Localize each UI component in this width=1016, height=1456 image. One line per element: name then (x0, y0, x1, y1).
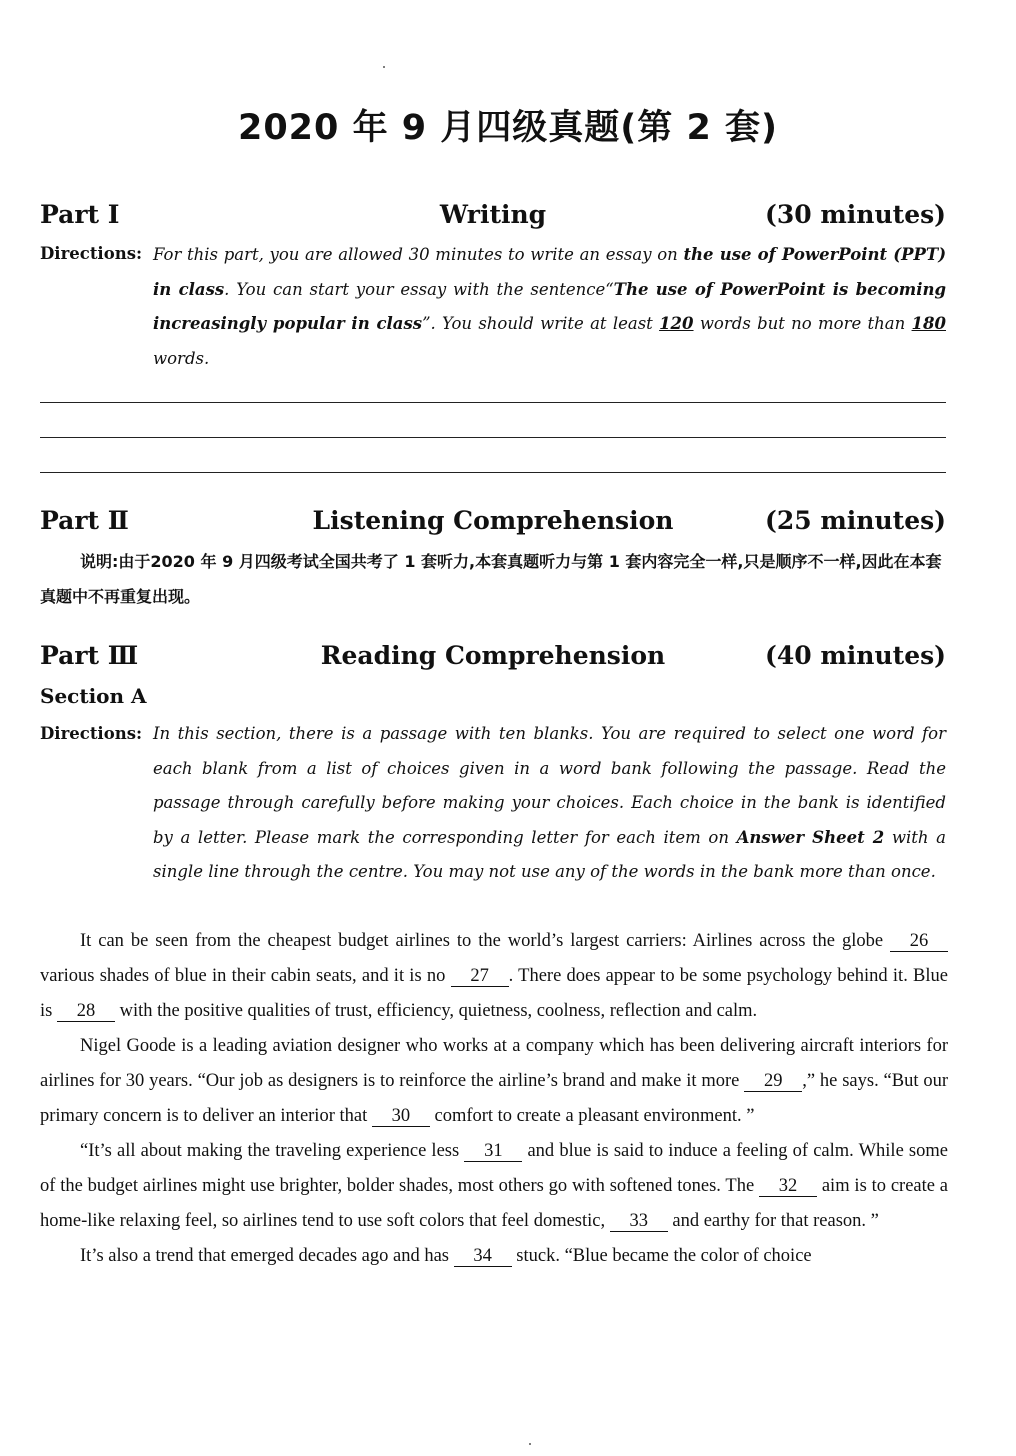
passage-text: It’s also a trend that emerged decades ago and has (80, 1246, 454, 1266)
answer-sheet-ref: Answer Sheet 2 (736, 827, 885, 847)
part2-note: 说明:由于2020 年 9 月四级考试全国共考了 1 套听力,本套真题听力与第 1 套内容完全一样,只是顺序不一样,因此在本套真题中不再重复出现。 (40, 552, 942, 606)
min-words: 120 (659, 314, 694, 333)
passage-text: with the positive qualities of trust, efficiency, quietness, coolness, reflection and calm. (114, 1001, 758, 1021)
writing-line (40, 472, 946, 473)
passage-text: and blue is said to induce a feeling of calm. While some of the budget airlines might use brighter, bolder shades, most others go with softened tones. The (40, 1141, 948, 1196)
part3-name: Reading Comprehension (320, 641, 666, 670)
part3-label: Part Ⅲ (40, 641, 139, 670)
part3-time: (40 minutes) (765, 641, 946, 670)
part3-directions-label: Directions: (40, 724, 143, 743)
essay-topic: the use of PowerPoint (PPT) in class (153, 245, 947, 299)
blank-34: 34 (454, 1246, 512, 1267)
part1-header (40, 200, 946, 236)
passage-text: aim is to create a home-like relaxing feel, so airlines tend to use soft colors that feel domestic, (40, 1176, 949, 1231)
part1-time: (30 minutes) (765, 200, 946, 229)
blank-33: 33 (610, 1211, 668, 1232)
passage-paragraph (40, 1134, 948, 1239)
part1-directions-label: Directions: (40, 244, 143, 263)
passage-text: Nigel Goode is a leading aviation designer who works at a company which has been delivering aircraft interiors for airlines for 30 years. “Our job as designers is to reinforce the airline’s brand and make it more (40, 1036, 948, 1091)
part1-name: Writing (439, 200, 547, 229)
passage-paragraph (40, 1029, 948, 1134)
passage-text: ,” he says. “But our primary concern is to deliver an interior that (40, 1071, 948, 1126)
opening-sentence: The use of PowerPoint is becoming increasingly popular in class (153, 279, 946, 333)
part2-label: Part Ⅱ (40, 506, 129, 535)
blank-28: 28 (57, 1001, 115, 1022)
directions-text: For this part, you are allowed 30 minutes to write an essay on (153, 245, 684, 264)
part3-header (40, 641, 946, 677)
directions-text: . You can start your essay with the sentence“ (224, 279, 614, 299)
passage-text: stuck. “Blue became the color of choice (511, 1246, 812, 1266)
max-words: 180 (911, 314, 946, 333)
directions-text: words but no more than (693, 314, 912, 333)
passage-text: and earthy for that reason. ” (667, 1211, 879, 1231)
page-title: 2020 年 9 月四级真题(第 2 套) (237, 108, 779, 148)
directions-text: words. (153, 348, 210, 368)
part2-time: (25 minutes) (765, 506, 946, 535)
passage-text: various shades of blue in their cabin seats, and it is no (40, 966, 451, 986)
writing-line (40, 437, 946, 438)
part2-header (40, 506, 946, 542)
passage-text: . There does appear to be some psychology behind it. Blue is (40, 966, 948, 1021)
part2-name: Listening Comprehension (312, 506, 674, 535)
passage-text: “It’s all about making the traveling experience less (80, 1141, 465, 1161)
scan-speck (383, 66, 385, 68)
part1-directions (153, 238, 946, 376)
part3-directions (153, 717, 946, 890)
writing-line (40, 402, 946, 403)
blank-29: 29 (744, 1071, 802, 1092)
blank-27: 27 (451, 966, 509, 987)
directions-text: In this section, there is a passage with ten blanks. You are required to select one word for each blank from a list of choices given in a word bank following the passage. Read the passage through carefully before making your choices. Each choice in the bank is identified by a letter. Please mark the corresponding letter for each item on (153, 724, 946, 847)
passage-paragraph (40, 1239, 948, 1274)
part1-label: Part Ⅰ (40, 200, 120, 229)
blank-26: 26 (890, 931, 948, 952)
reading-passage (40, 924, 948, 1274)
blank-30: 30 (372, 1106, 430, 1127)
blank-31: 31 (464, 1141, 522, 1162)
directions-text: ”. You should write at least (422, 314, 660, 333)
passage-paragraph (40, 924, 948, 1029)
passage-text: comfort to create a pleasant environment. ” (429, 1106, 755, 1126)
section-a-heading: Section A (40, 684, 147, 708)
scan-speck (529, 1443, 531, 1445)
blank-32: 32 (759, 1176, 817, 1197)
directions-text: with a single line through the centre. You may not use any of the words in the bank more than once. (153, 827, 947, 881)
passage-text: It can be seen from the cheapest budget airlines to the world’s largest carriers: Airlines across the globe (80, 931, 890, 951)
